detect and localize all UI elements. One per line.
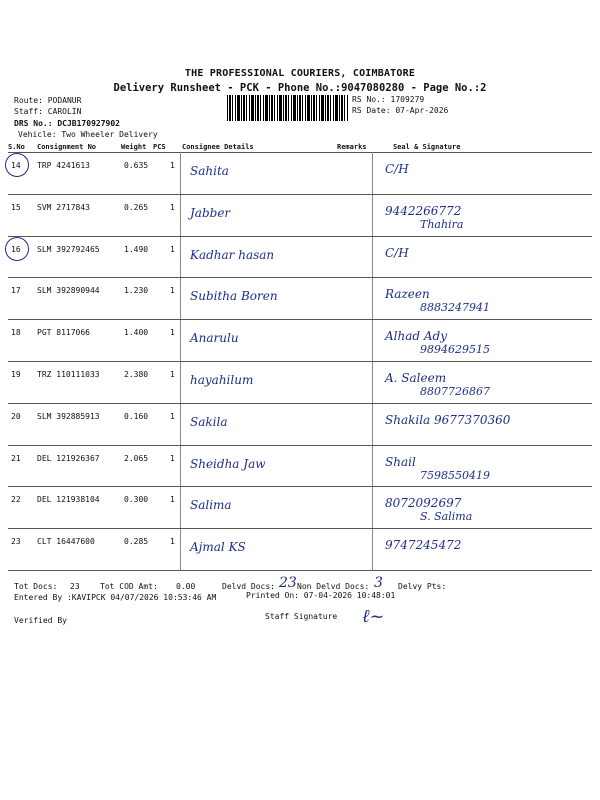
vehicle: Vehicle: Two Wheeler Delivery [18,130,158,139]
col-weight: Weight [121,143,147,151]
row-rule [8,277,592,278]
row-seal-2: S. Salima [420,510,473,524]
row-rule [8,570,592,571]
row-rule [8,236,592,237]
row-sno: 23 [11,537,21,547]
col-pcs: PCS [153,143,166,151]
row-pcs: 1 [170,411,175,421]
row-sno: 20 [11,411,21,421]
row-seal: Alhad Ady [385,329,448,344]
row-rule [8,528,592,529]
row-sno: 14 [11,161,21,170]
row-weight: 1.230 [124,286,149,296]
row-consignment: PGT 8117066 [37,328,90,338]
row-seal: 8072092697 [385,496,462,511]
row-rule [8,361,592,362]
row-consignment: SLM 392885913 [37,411,100,421]
row-seal: C/H [385,162,409,176]
row-consignment: TRZ 110111033 [37,370,100,379]
row-rule [8,486,592,487]
printed-on: Printed On: 07-04-2026 10:48:01 [246,591,396,600]
tot-docs: 23 [70,582,80,591]
row-consignment: SLM 392792465 [37,244,100,254]
row-consignee: Anarulu [190,331,239,346]
row-consignment: CLT 16447600 [37,537,95,547]
row-consignee: Subitha Boren [190,289,278,304]
row-consignee: hayahilum [190,373,254,387]
col-consignment: Consignment No [37,143,97,151]
row-pcs: 1 [170,537,175,547]
staff-signature: ℓ~ [362,606,385,627]
row-seal: Razeen [385,287,430,302]
runsheet-title: Delivery Runsheet - PCK - Phone No.:9047080280 - Page No.:2 [113,82,487,94]
row-consignee: Sahita [190,164,229,178]
row-seal-2: Thahira [420,217,464,231]
row-rule [8,403,592,404]
row-weight: 2.065 [124,453,149,463]
verified-by: Verified By [14,616,67,625]
row-pcs: 1 [170,328,175,338]
row-seal: 9747245472 [385,538,462,553]
row-rule [8,445,592,446]
row-weight: 2.380 [124,370,149,379]
row-consignee: Salima [190,498,232,513]
col-remarks: Remarks [337,143,367,151]
row-seal-2: 8807726867 [420,385,490,398]
non-delvd-value: 3 [374,575,383,591]
row-pcs: 1 [170,495,175,505]
entered-by: Entered By :KAVIPCK 04/07/2026 10:53:46 AM [14,593,217,602]
row-consignment: DEL 121938104 [37,495,100,505]
delvd-value: 23 [279,575,297,591]
row-sno: 19 [11,370,21,379]
circle-mark [5,153,29,177]
drs-no: DRS No.: DCJB170927902 [14,119,120,128]
row-weight: 0.265 [124,202,149,212]
row-weight: 0.160 [124,411,149,421]
circle-mark [5,237,29,261]
delvy-pts: Delvy Pts: [398,582,447,591]
barcode [227,95,349,121]
row-rule [8,194,592,195]
row-seal: Shakila 9677370360 [385,412,511,427]
tot-cod: 0.00 [176,582,196,591]
row-pcs: 1 [170,202,175,212]
row-consignee: Sakila [190,414,228,429]
staff-signature-label: Staff Signature [265,612,338,621]
col-consignee: Consignee Details [182,143,254,151]
row-consignment: DEL 121926367 [37,453,100,463]
col-sno: S.No [8,143,25,151]
row-seal-2: 7598550419 [420,468,490,482]
tot-cod-label: Tot COD Amt: [100,582,158,591]
row-sno: 21 [11,453,21,463]
row-sno: 18 [11,328,21,338]
row-consignee: Sheidha Jaw [190,456,266,471]
tot-docs-label: Tot Docs: [14,582,58,591]
row-seal: A. Saleem [385,371,447,385]
row-seal: Shail [385,454,416,469]
row-consignment: SVM 2717843 [37,202,90,212]
row-pcs: 1 [170,370,175,379]
row-weight: 0.300 [124,495,149,505]
row-sno: 16 [11,244,21,254]
row-weight: 0.285 [124,537,149,547]
row-weight: 1.400 [124,328,149,338]
delvd-label: Delvd Docs: [222,582,275,591]
col-seal: Seal & Signature [393,143,461,151]
row-pcs: 1 [170,286,175,296]
route: Route: PODANUR [14,96,82,105]
row-consignee: Ajmal KS [190,540,246,555]
staff: Staff: CAROLIN [14,107,82,116]
rs-no: RS No.: 1709279 [352,95,425,104]
company-title: THE PROFESSIONAL COURIERS, COIMBATORE [184,68,416,79]
row-weight: 1.490 [124,244,149,254]
row-consignment: TRP 4241613 [37,161,90,170]
row-consignment: SLM 392890944 [37,286,100,296]
row-seal: C/H [385,245,409,260]
row-rule [8,319,592,320]
row-seal-2: 8883247941 [420,301,490,315]
row-seal-2: 9894629515 [420,343,490,357]
header-rule [8,152,592,153]
row-consignee: Kadhar hasan [190,247,275,262]
row-pcs: 1 [170,244,175,254]
row-pcs: 1 [170,161,175,170]
row-consignee: Jabber [190,205,231,220]
row-sno: 22 [11,495,21,505]
row-sno: 15 [11,202,21,212]
rs-date: RS Date: 07-Apr-2026 [352,106,449,115]
row-pcs: 1 [170,453,175,463]
non-delvd-label: Non Delvd Docs: [297,582,370,591]
row-seal: 9442266772 [385,203,462,218]
row-sno: 17 [11,286,21,296]
row-weight: 0.635 [124,161,149,170]
